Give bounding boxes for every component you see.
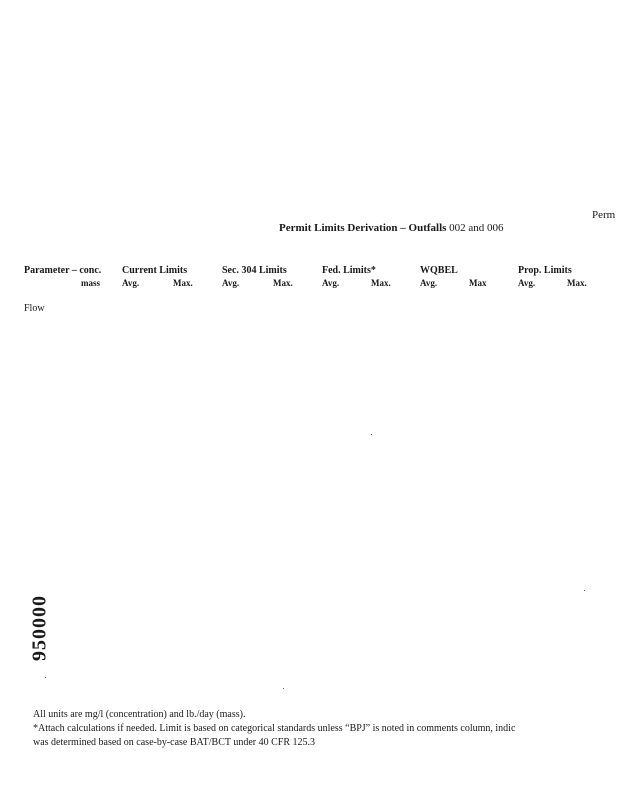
table-row-parameter: Flow: [24, 303, 45, 314]
footer-units-note: All units are mg/l (concentration) and lb./day (mass).: [33, 709, 246, 720]
scan-speck: [283, 688, 284, 689]
group-header-wqbel: WQBEL: [420, 265, 458, 276]
title-bold: Permit Limits Derivation – Outfalls: [279, 222, 447, 234]
prop-avg-header: Avg.: [518, 278, 536, 288]
scan-speck: [45, 677, 46, 678]
page-header-fragment: Perm: [592, 209, 616, 221]
parameter-subheader: mass: [81, 278, 101, 288]
wqbel-max-header: Max: [469, 278, 487, 288]
footer-basis-note: was determined based on case-by-case BAT/BCT under 40 CFR 125.3: [33, 737, 315, 748]
fed-avg-header: Avg.: [322, 278, 340, 288]
current-max-header: Max.: [173, 278, 193, 288]
scan-speck: [371, 434, 372, 435]
parameter-header: Parameter – conc.: [24, 265, 102, 276]
page-title: [279, 222, 504, 234]
sec304-avg-header: Avg.: [222, 278, 240, 288]
group-header-current: Current Limits: [122, 265, 188, 276]
group-header-sec304: Sec. 304 Limits: [222, 265, 287, 276]
group-header-prop: Prop. Limits: [518, 265, 572, 276]
prop-max-header: Max.: [567, 278, 587, 288]
current-avg-header: Avg.: [122, 278, 140, 288]
footer-calc-note: *Attach calculations if needed. Limit is based on categorical standards unless “BPJ” is noted in comments column, indic: [33, 723, 516, 734]
sec304-max-header: Max.: [273, 278, 293, 288]
fed-max-header: Max.: [371, 278, 391, 288]
title-normal: 002 and 006: [446, 222, 504, 234]
scan-speck: [584, 590, 585, 591]
wqbel-avg-header: Avg.: [420, 278, 438, 288]
bates-stamp: 950000: [28, 595, 51, 661]
group-header-fed: Fed. Limits*: [322, 265, 376, 276]
